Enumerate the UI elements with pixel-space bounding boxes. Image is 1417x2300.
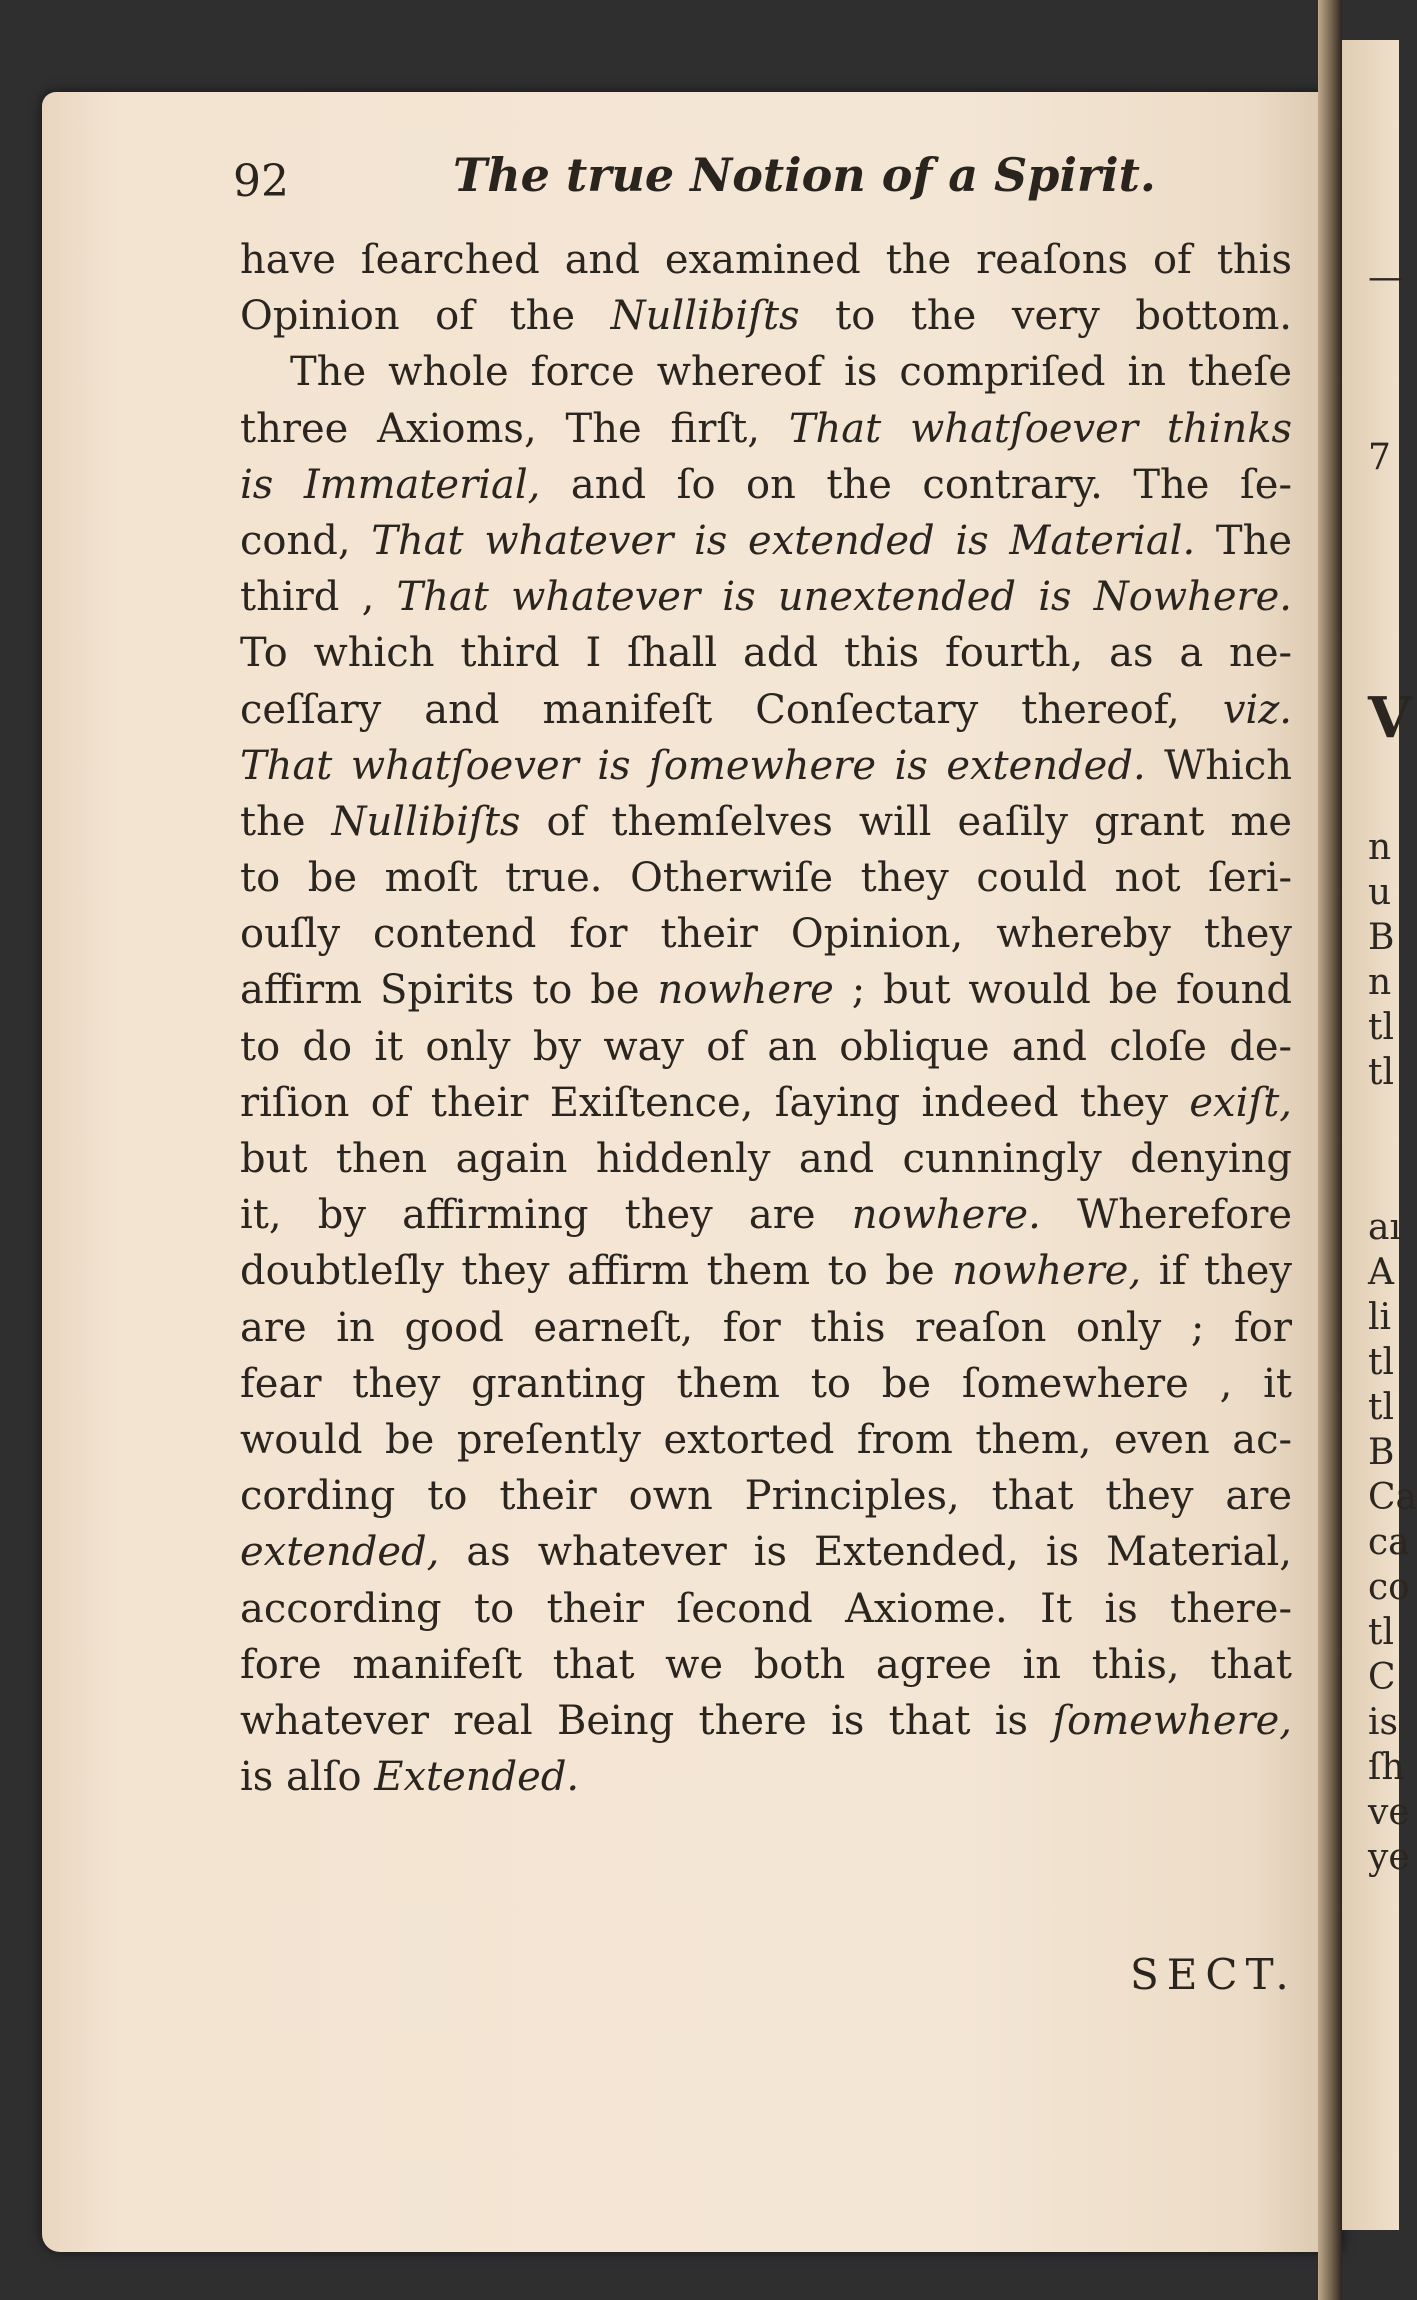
text-line — [240, 513, 1292, 569]
facing-page-fragment: ye — [1368, 1837, 1410, 1878]
page-number: 92 — [233, 156, 289, 207]
facing-page-fragment: tl — [1368, 1387, 1394, 1428]
text-segment: three Axioms, The firſt, — [240, 405, 789, 452]
italic-text: nowhere, — [952, 1248, 1142, 1295]
text-line — [240, 962, 1292, 1018]
facing-page-fragment: ve — [1368, 1792, 1410, 1833]
facing-page-fragment: ca — [1368, 1522, 1410, 1563]
italic-text: Nullibiſts — [610, 293, 800, 340]
text-line — [240, 850, 1292, 906]
text-segment: of themſelves will eaſily grant me — [520, 798, 1292, 845]
text-line — [240, 1243, 1292, 1299]
text-line — [240, 1637, 1292, 1693]
text-line — [240, 1075, 1292, 1131]
text-segment: are in good earneſt, for this reaſon only ; for — [240, 1304, 1292, 1351]
text-segment: Wherefore — [1040, 1192, 1293, 1239]
text-segment: doubtleſly they affirm them to be — [240, 1248, 953, 1295]
text-line — [240, 682, 1292, 738]
facing-page-fragment: B — [1368, 917, 1395, 958]
text-line — [240, 906, 1292, 962]
book-gutter — [1318, 0, 1342, 2300]
text-segment: To which third I ſhall add this fourth, as a ne- — [240, 630, 1292, 677]
catchword: SECT. — [1130, 1950, 1297, 1999]
facing-page-fragment: Ca — [1368, 1477, 1417, 1518]
italic-text: nowhere — [657, 967, 834, 1014]
text-segment: ouſly contend for their Opinion, whereby they — [240, 911, 1292, 958]
facing-page-fragment: ſh — [1368, 1747, 1405, 1788]
italic-text: ſomewhere, — [1052, 1697, 1292, 1744]
text-segment: if they — [1141, 1248, 1292, 1295]
text-segment: it, by affirming they are — [240, 1192, 852, 1239]
text-segment: Which — [1145, 742, 1293, 789]
facing-page-fragment: A — [1368, 1252, 1394, 1293]
facing-page-fragment: B — [1368, 1432, 1395, 1473]
text-line — [240, 1356, 1292, 1412]
italic-text: nowhere. — [851, 1192, 1041, 1239]
italic-text: That whatever is unextended is Nowhere. — [396, 574, 1293, 621]
text-line — [240, 625, 1292, 681]
facing-page-fragment: n — [1368, 962, 1392, 1003]
text-segment: to the very bottom. — [799, 293, 1292, 340]
facing-page-fragment: tl — [1368, 1052, 1394, 1093]
italic-text: Extended. — [374, 1754, 580, 1801]
text-line — [240, 344, 1292, 400]
text-line — [240, 794, 1292, 850]
text-line — [240, 1693, 1292, 1749]
facing-page-fragment: C — [1368, 1657, 1396, 1698]
text-line — [240, 569, 1292, 625]
text-segment: is alſo — [240, 1754, 375, 1801]
italic-text: That whatever is extended is Material. — [371, 517, 1196, 564]
text-line — [240, 1468, 1292, 1524]
page-header — [233, 148, 1313, 218]
facing-page-fragment: tl — [1368, 1342, 1394, 1383]
text-segment: fear they granting them to be ſomewhere , it — [240, 1360, 1292, 1407]
text-segment: to be moſt true. Otherwiſe they could not ſeri- — [240, 855, 1292, 902]
facing-page-fragment: co — [1368, 1567, 1410, 1608]
text-line — [240, 1019, 1292, 1075]
text-line — [240, 1187, 1292, 1243]
running-head: The true Notion of a Spirit. — [453, 148, 1156, 202]
facing-page-fragment: tl — [1368, 1612, 1394, 1653]
text-segment: fore manifeſt that we both agree in this, that — [240, 1641, 1292, 1688]
text-line — [240, 1749, 1292, 1805]
facing-page-fragment: is — [1368, 1702, 1398, 1743]
facing-page-fragment: li — [1368, 1297, 1392, 1338]
text-line — [240, 738, 1292, 794]
facing-page-edge — [1342, 40, 1399, 2230]
text-line — [240, 401, 1292, 457]
italic-text: That whatſoever thinks — [788, 405, 1292, 452]
facing-page-fragment: — — [1368, 257, 1404, 298]
facing-page-fragment: aı — [1368, 1207, 1401, 1248]
text-segment: as whatever is Extended, is Material, — [439, 1529, 1292, 1576]
italic-text: exiſt, — [1189, 1079, 1292, 1126]
text-line — [240, 1131, 1292, 1187]
facing-page-fragment: n — [1368, 827, 1392, 868]
text-segment: Opinion of the — [240, 293, 611, 340]
text-segment: according to their ſecond Axiome. It is there- — [240, 1585, 1292, 1632]
facing-page-fragment: V — [1368, 685, 1412, 751]
text-segment: affirm Spirits to be — [240, 967, 658, 1014]
italic-text: Nullibiſts — [331, 798, 521, 845]
italic-text: viz. — [1222, 686, 1292, 733]
text-segment: ceſſary and manifeſt Conſectary thereof, — [240, 686, 1223, 733]
text-line — [240, 288, 1292, 344]
text-line — [240, 232, 1292, 288]
text-segment: third , — [240, 574, 397, 621]
text-segment: have ſearched and examined the reaſons of this — [240, 237, 1292, 283]
text-segment: riſion of their Exiſtence, ſaying indeed they — [240, 1079, 1190, 1126]
text-segment: cond, — [240, 517, 372, 564]
text-segment: ; but would be found — [833, 967, 1293, 1014]
italic-text: is Immaterial, — [240, 461, 541, 508]
text-segment: to do it only by way of an oblique and cloſe de- — [240, 1023, 1292, 1070]
italic-text: That whatſoever is ſomewhere is extended. — [240, 742, 1146, 789]
text-segment: The whole force whereof is compriſed in theſe — [290, 349, 1292, 396]
italic-text: extended, — [240, 1529, 440, 1576]
page-body-text — [240, 232, 1292, 1805]
text-segment: the — [240, 798, 332, 845]
facing-page-fragment: tl — [1368, 1007, 1394, 1048]
text-line — [240, 1300, 1292, 1356]
facing-page-fragment: u — [1368, 872, 1392, 913]
text-segment: The — [1195, 517, 1292, 564]
text-segment: cording to their own Principles, that they are — [240, 1473, 1292, 1520]
text-line — [240, 1412, 1292, 1468]
text-segment: but then again hiddenly and cunningly denying — [240, 1136, 1292, 1182]
text-segment: would be preſently extorted from them, even ac- — [240, 1416, 1292, 1463]
text-segment: whatever real Being there is that is — [240, 1697, 1053, 1744]
text-line — [240, 457, 1292, 513]
text-line — [240, 1581, 1292, 1637]
facing-page-fragment: 7 — [1368, 437, 1391, 478]
text-segment: and ſo on the contrary. The ſe- — [540, 461, 1292, 508]
text-line — [240, 1524, 1292, 1580]
